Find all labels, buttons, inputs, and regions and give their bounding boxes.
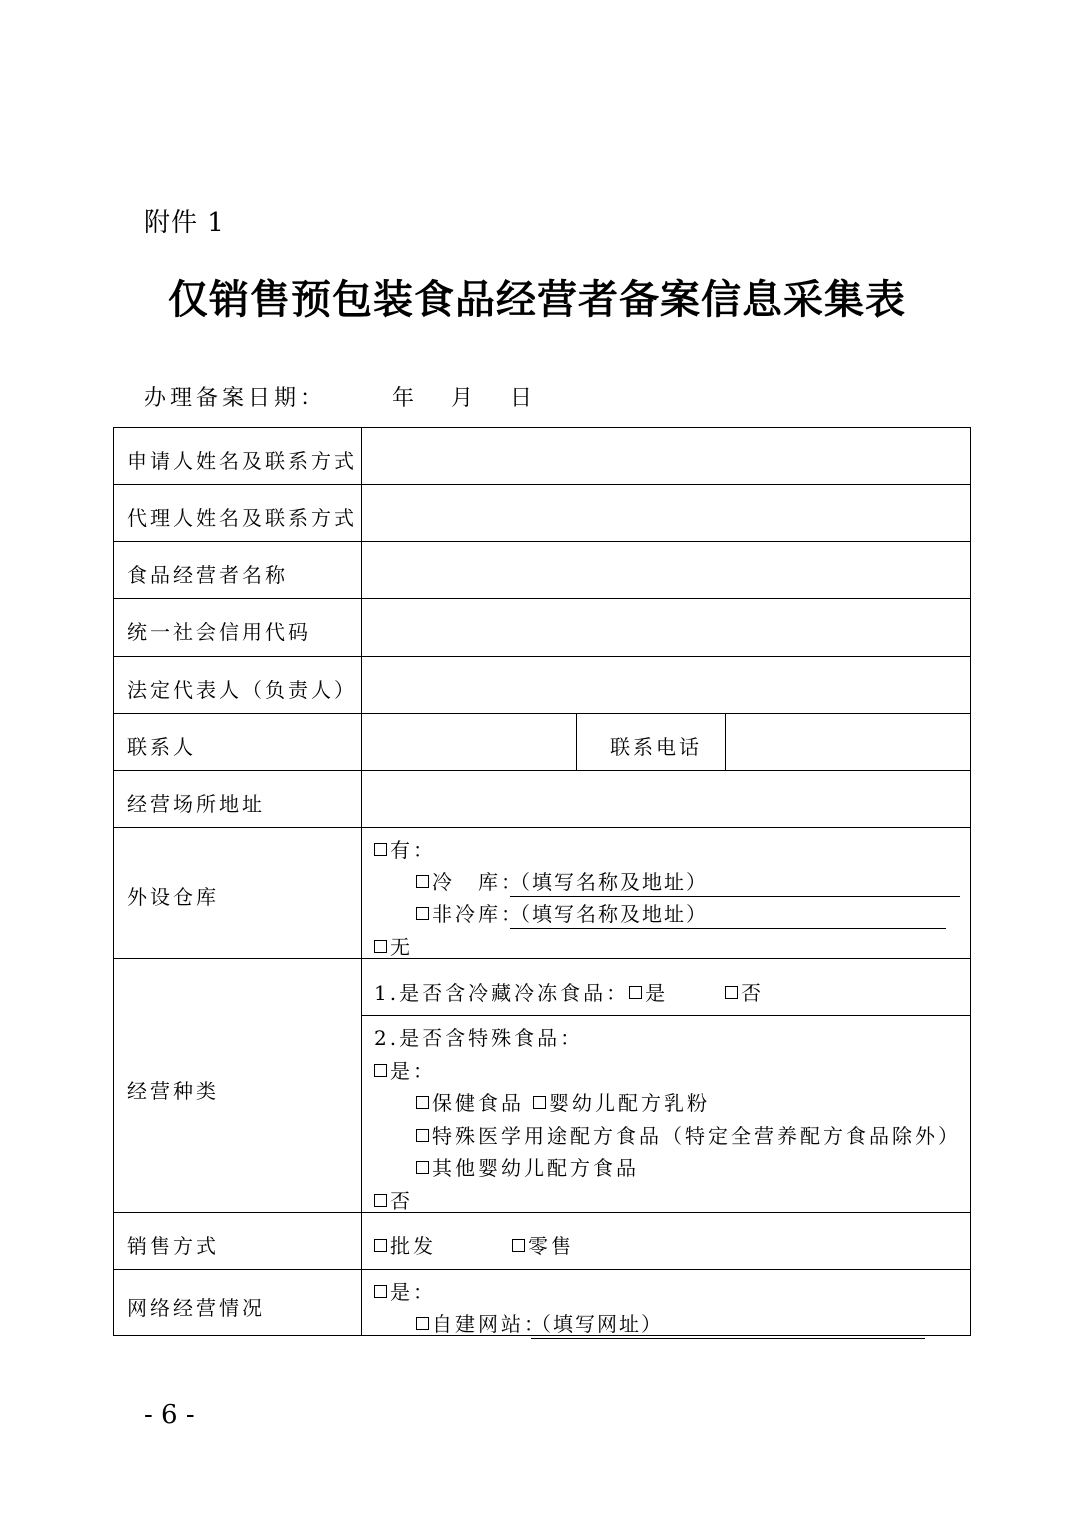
date-label: 办理备案日期： <box>144 386 327 411</box>
date-month: 月 <box>450 386 477 411</box>
row-divider <box>113 713 971 714</box>
option-special-yes[interactable]: 是： <box>374 1055 436 1084</box>
checkbox[interactable] <box>533 1096 546 1109</box>
option-wholesale[interactable]: 批发 <box>374 1230 436 1259</box>
checkbox[interactable] <box>416 875 429 888</box>
website-input[interactable]: （填写网址） <box>531 1308 925 1339</box>
label-sales-mode: 销售方式 <box>127 1234 219 1258</box>
option-other-infant-formula[interactable]: 其他婴幼儿配方食品 <box>416 1152 639 1181</box>
option-warehouse-none[interactable]: 无 <box>374 931 413 960</box>
option-retail[interactable]: 零售 <box>512 1230 574 1259</box>
checkbox[interactable] <box>725 986 738 999</box>
checkbox[interactable] <box>374 843 387 856</box>
page-title: 仅销售预包装食品经营者备案信息采集表 <box>168 276 906 323</box>
label-contact: 联系人 <box>127 735 196 759</box>
row-divider <box>113 1269 971 1270</box>
filing-date-line <box>144 381 536 412</box>
checkbox[interactable] <box>374 1285 387 1298</box>
label-legal-rep: 法定代表人（负责人） <box>127 678 357 702</box>
column-divider <box>725 713 726 770</box>
label-warehouse: 外设仓库 <box>127 885 219 909</box>
option-own-website[interactable]: 自建网站： <box>416 1308 547 1337</box>
row-divider <box>113 484 971 485</box>
column-divider <box>361 427 362 1336</box>
column-divider <box>576 713 577 770</box>
row-divider <box>113 541 971 542</box>
date-year: 年 <box>391 386 418 411</box>
checkbox[interactable] <box>374 1064 387 1077</box>
option-medical-food[interactable]: 特殊医学用途配方食品（特定全营养配方食品除外） <box>416 1120 961 1149</box>
noncold-storage-input[interactable]: （填写名称及地址） <box>510 898 946 929</box>
row-divider <box>113 656 971 657</box>
checkbox[interactable] <box>416 1096 429 1109</box>
checkbox[interactable] <box>416 907 429 920</box>
question-special-food: 2.是否含特殊食品： <box>374 1026 584 1050</box>
checkbox[interactable] <box>629 986 642 999</box>
date-day: 日 <box>509 386 536 411</box>
row-divider <box>113 598 971 599</box>
option-online-yes[interactable]: 是： <box>374 1276 436 1305</box>
checkbox[interactable] <box>374 1239 387 1252</box>
option-noncold-storage[interactable]: 非冷库： <box>416 898 524 927</box>
checkbox[interactable] <box>416 1161 429 1174</box>
label-online: 网络经营情况 <box>127 1296 265 1320</box>
checkbox[interactable] <box>416 1129 429 1142</box>
page-number: - 6 - <box>144 1400 195 1430</box>
checkbox[interactable] <box>374 1194 387 1207</box>
checkbox[interactable] <box>416 1317 429 1330</box>
label-category: 经营种类 <box>127 1079 219 1103</box>
label-applicant: 申请人姓名及联系方式 <box>127 449 357 473</box>
option-cold-storage[interactable]: 冷 库： <box>416 866 524 895</box>
option-special-no[interactable]: 否 <box>374 1185 413 1214</box>
question-frozen-food: 1.是否含冷藏冷冻食品： 是 <box>374 981 669 1005</box>
option-warehouse-yes[interactable]: 有： <box>374 834 436 863</box>
row-divider <box>113 958 971 959</box>
label-credit-code: 统一社会信用代码 <box>127 620 311 644</box>
label-address: 经营场所地址 <box>127 792 265 816</box>
row-divider <box>113 770 971 771</box>
row-divider <box>113 1212 971 1213</box>
attachment-label: 附件 1 <box>144 208 225 238</box>
label-operator-name: 食品经营者名称 <box>127 563 288 587</box>
cold-storage-input[interactable]: （填写名称及地址） <box>510 866 960 897</box>
checkbox[interactable] <box>512 1239 525 1252</box>
checkbox[interactable] <box>374 940 387 953</box>
option-frozen-no[interactable]: 否 <box>725 977 764 1006</box>
option-health-food[interactable]: 保健食品 <box>416 1087 524 1116</box>
label-agent: 代理人姓名及联系方式 <box>127 506 357 530</box>
row-divider <box>361 1015 971 1016</box>
option-infant-formula-milk[interactable]: 婴幼儿配方乳粉 <box>533 1087 710 1116</box>
label-phone: 联系电话 <box>610 735 702 759</box>
row-divider <box>113 827 971 828</box>
